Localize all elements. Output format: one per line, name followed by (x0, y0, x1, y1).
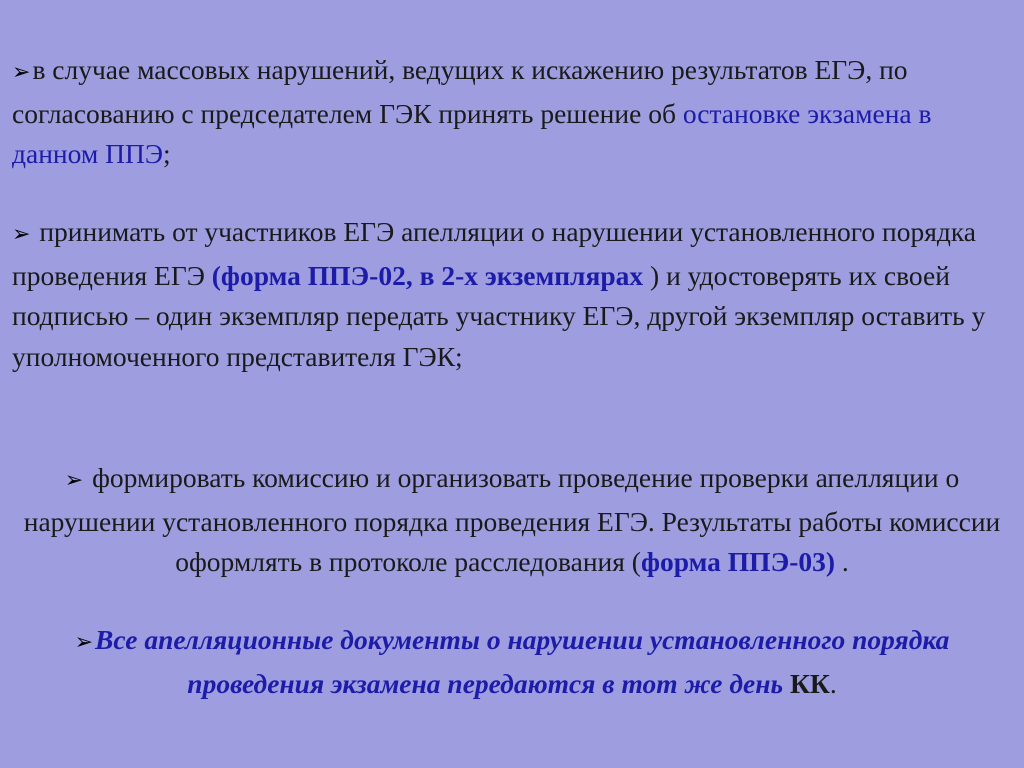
form-ppe-03-highlight: форма ППЭ-03) (640, 546, 836, 577)
paragraph-text: формировать комиссию и организовать проведение проверки апелляции о нарушении установленного порядка проведения ЕГЭ. Результаты работы комиссии оформлять в протоколе расследования ( (23, 462, 1001, 577)
paragraph-commission (12, 458, 1012, 583)
paragraph-text: в случае массовых нарушений, ведущих к искажению результатов ЕГЭ, по согласованию с председателем ГЭК принять решение об (12, 54, 908, 129)
paragraph-appeals (12, 212, 1012, 377)
arrow-bullet-icon: ➢ (12, 60, 31, 85)
paragraph-text-end: . (829, 667, 837, 699)
arrow-bullet-icon: ➢ (74, 630, 94, 655)
paragraph-text-end: ; (163, 138, 171, 169)
form-ppe-02-highlight: (форма ППЭ-02, в 2-х экземплярах (211, 259, 644, 291)
arrow-bullet-icon: ➢ (12, 222, 31, 247)
paragraph-text: принимать от участников ЕГЭ апелляции о нарушении установленного порядка проведения ЕГЭ (12, 216, 977, 291)
kk-text: КК (789, 667, 830, 699)
paragraph-stop-exam (12, 50, 1012, 175)
documents-italic-text: Все апелляционные документы о нарушении установленного порядка проведения экзамена передаются в тот же день (95, 624, 950, 699)
paragraph-text-end: . (835, 546, 849, 577)
paragraph-text-end: ) и удостоверять их своей подписью – один экземпляр передать участнику ЕГЭ, другой экземпляр оставить у уполномоченного представителя ГЭК; (12, 259, 986, 372)
arrow-bullet-icon: ➢ (64, 468, 84, 493)
highlight-text: остановке экзамена в данном ППЭ (12, 97, 932, 169)
paragraph-documents-transfer (12, 620, 1012, 704)
